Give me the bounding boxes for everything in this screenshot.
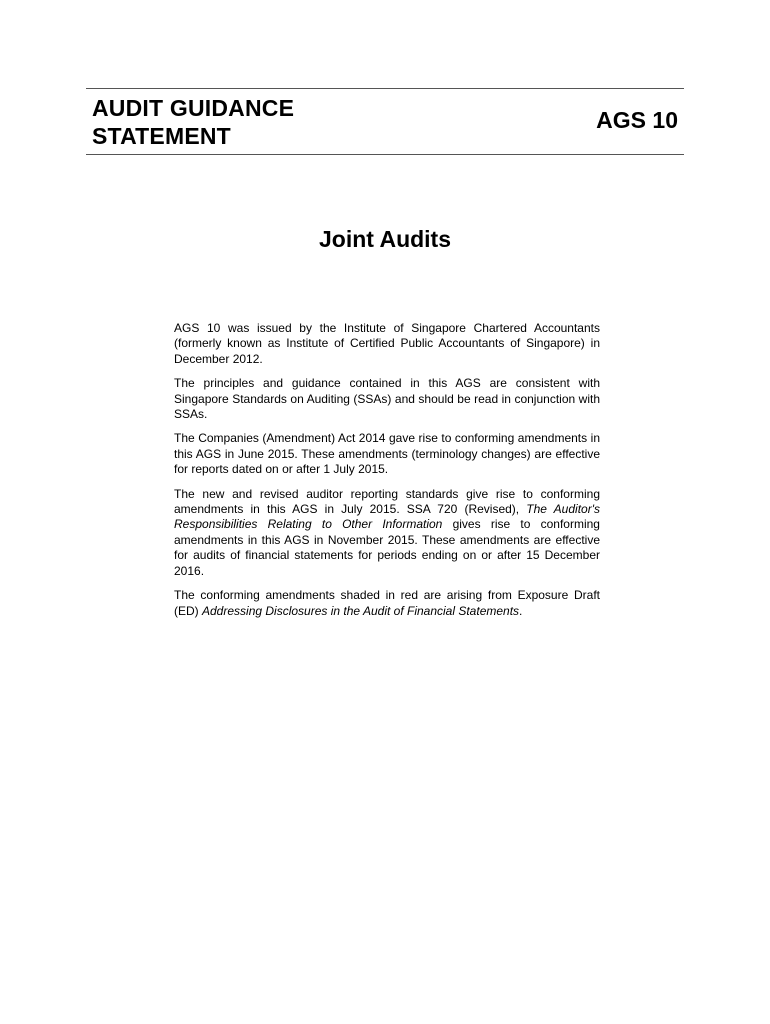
paragraph-issuance-text: AGS 10 was issued by the Institute of Singapore Chartered Accountants (formerly known as Institute of Certified Public Accountants of Singapore) in December 2012. xyxy=(174,321,600,366)
exposure-draft-title: Addressing Disclosures in the Audit of Financial Statements xyxy=(202,603,520,618)
header-top-rule xyxy=(86,88,684,89)
statement-type-line-2: STATEMENT xyxy=(92,123,231,149)
paragraph-auditor-reporting-text-2: gives rise to conforming amendments in this AGS in November 2015. These amendments are effective for audits of financial statements for periods ending on or after 15 December 2016. xyxy=(174,517,600,578)
paragraph-auditor-reporting xyxy=(174,487,600,579)
paragraph-exposure-draft xyxy=(174,588,600,619)
ssa-720-title: The Auditor's Responsibilities Relating to Other Information xyxy=(174,502,600,532)
document-title: Joint Audits xyxy=(318,226,452,252)
paragraph-issuance xyxy=(174,321,600,367)
statement-type-heading xyxy=(92,94,294,150)
paragraph-principles-text: The principles and guidance contained in this AGS are consistent with Singapore Standards on Auditing (SSAs) and should be read in conjunction with SSAs. xyxy=(174,376,600,422)
paragraph-principles xyxy=(174,376,600,422)
paragraph-auditor-reporting-text-1: The new and revised auditor reporting standards give rise to conforming amendments in this AGS in July 2015. SSA 720 (Revised), xyxy=(174,486,600,517)
paragraph-companies-act-text: The Companies (Amendment) Act 2014 gave rise to conforming amendments in this AGS in June 2015. These amendments (terminology changes) are effective for reports dated on or after 1 July 2015. xyxy=(174,431,600,477)
paragraph-companies-act xyxy=(174,431,600,477)
header-bottom-rule xyxy=(86,154,684,155)
statement-type-line-1: AUDIT GUIDANCE xyxy=(92,95,295,121)
paragraph-exposure-draft-text-1: The conforming amendments shaded in red are arising from Exposure Draft (ED) xyxy=(174,588,600,618)
paragraph-exposure-draft-text-2: . xyxy=(519,603,523,618)
preface-text xyxy=(174,321,600,628)
statement-code: AGS 10 xyxy=(596,107,678,133)
